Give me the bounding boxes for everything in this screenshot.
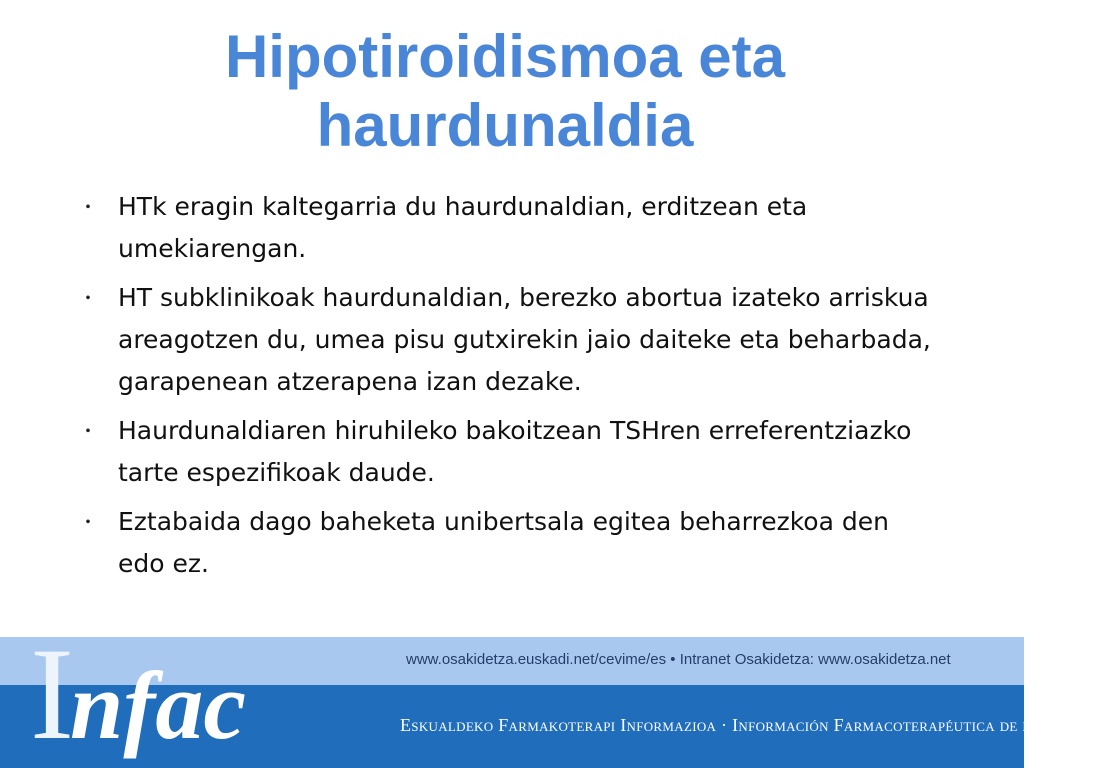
- logo-rest: nfac: [69, 652, 246, 759]
- bullet-item: [78, 501, 938, 585]
- bullet-icon: ・: [78, 195, 98, 219]
- bullet-item: [78, 277, 938, 403]
- footer-urls: www.osakidetza.euskadi.net/cevime/es • Intranet Osakidetza: www.osakidetza.net: [406, 651, 951, 668]
- bullet-text: Eztabaida dago baheketa unibertsala egitea beharrezkoa den edo ez.: [118, 507, 889, 578]
- bullet-text: HT subklinikoak haurdunaldian, berezko abortua izateko arriskua areagotzen du, umea pisu gutxirekin jaio daiteke eta beharbada, garapenean atzerapena izan dezake.: [118, 283, 931, 396]
- slide-title: [0, 22, 1010, 160]
- bullet-icon: ・: [78, 419, 98, 443]
- bullet-item: [78, 410, 938, 494]
- bullet-list: [78, 186, 938, 592]
- bullet-item: [78, 186, 938, 270]
- bullet-icon: ・: [78, 510, 98, 534]
- infac-logo: [30, 620, 246, 767]
- bullet-text: HTk eragin kaltegarria du haurdunaldian, erditzean eta umekiarengan.: [118, 192, 808, 263]
- slide-title-line-2: haurdunaldia: [316, 92, 694, 159]
- logo-initial: I: [30, 620, 74, 767]
- bullet-text: Haurdunaldiaren hiruhileko bakoitzean TSHren erreferentziazko tarte espezifikoak daude.: [118, 416, 912, 487]
- footer-tagline: Eskualdeko Farmakoterapi Informazioa · Información Farmacoterapéutica de la Comarca: [400, 715, 1116, 735]
- bullet-icon: ・: [78, 286, 98, 310]
- slide-title-line-1: Hipotiroidismoa eta: [224, 23, 786, 90]
